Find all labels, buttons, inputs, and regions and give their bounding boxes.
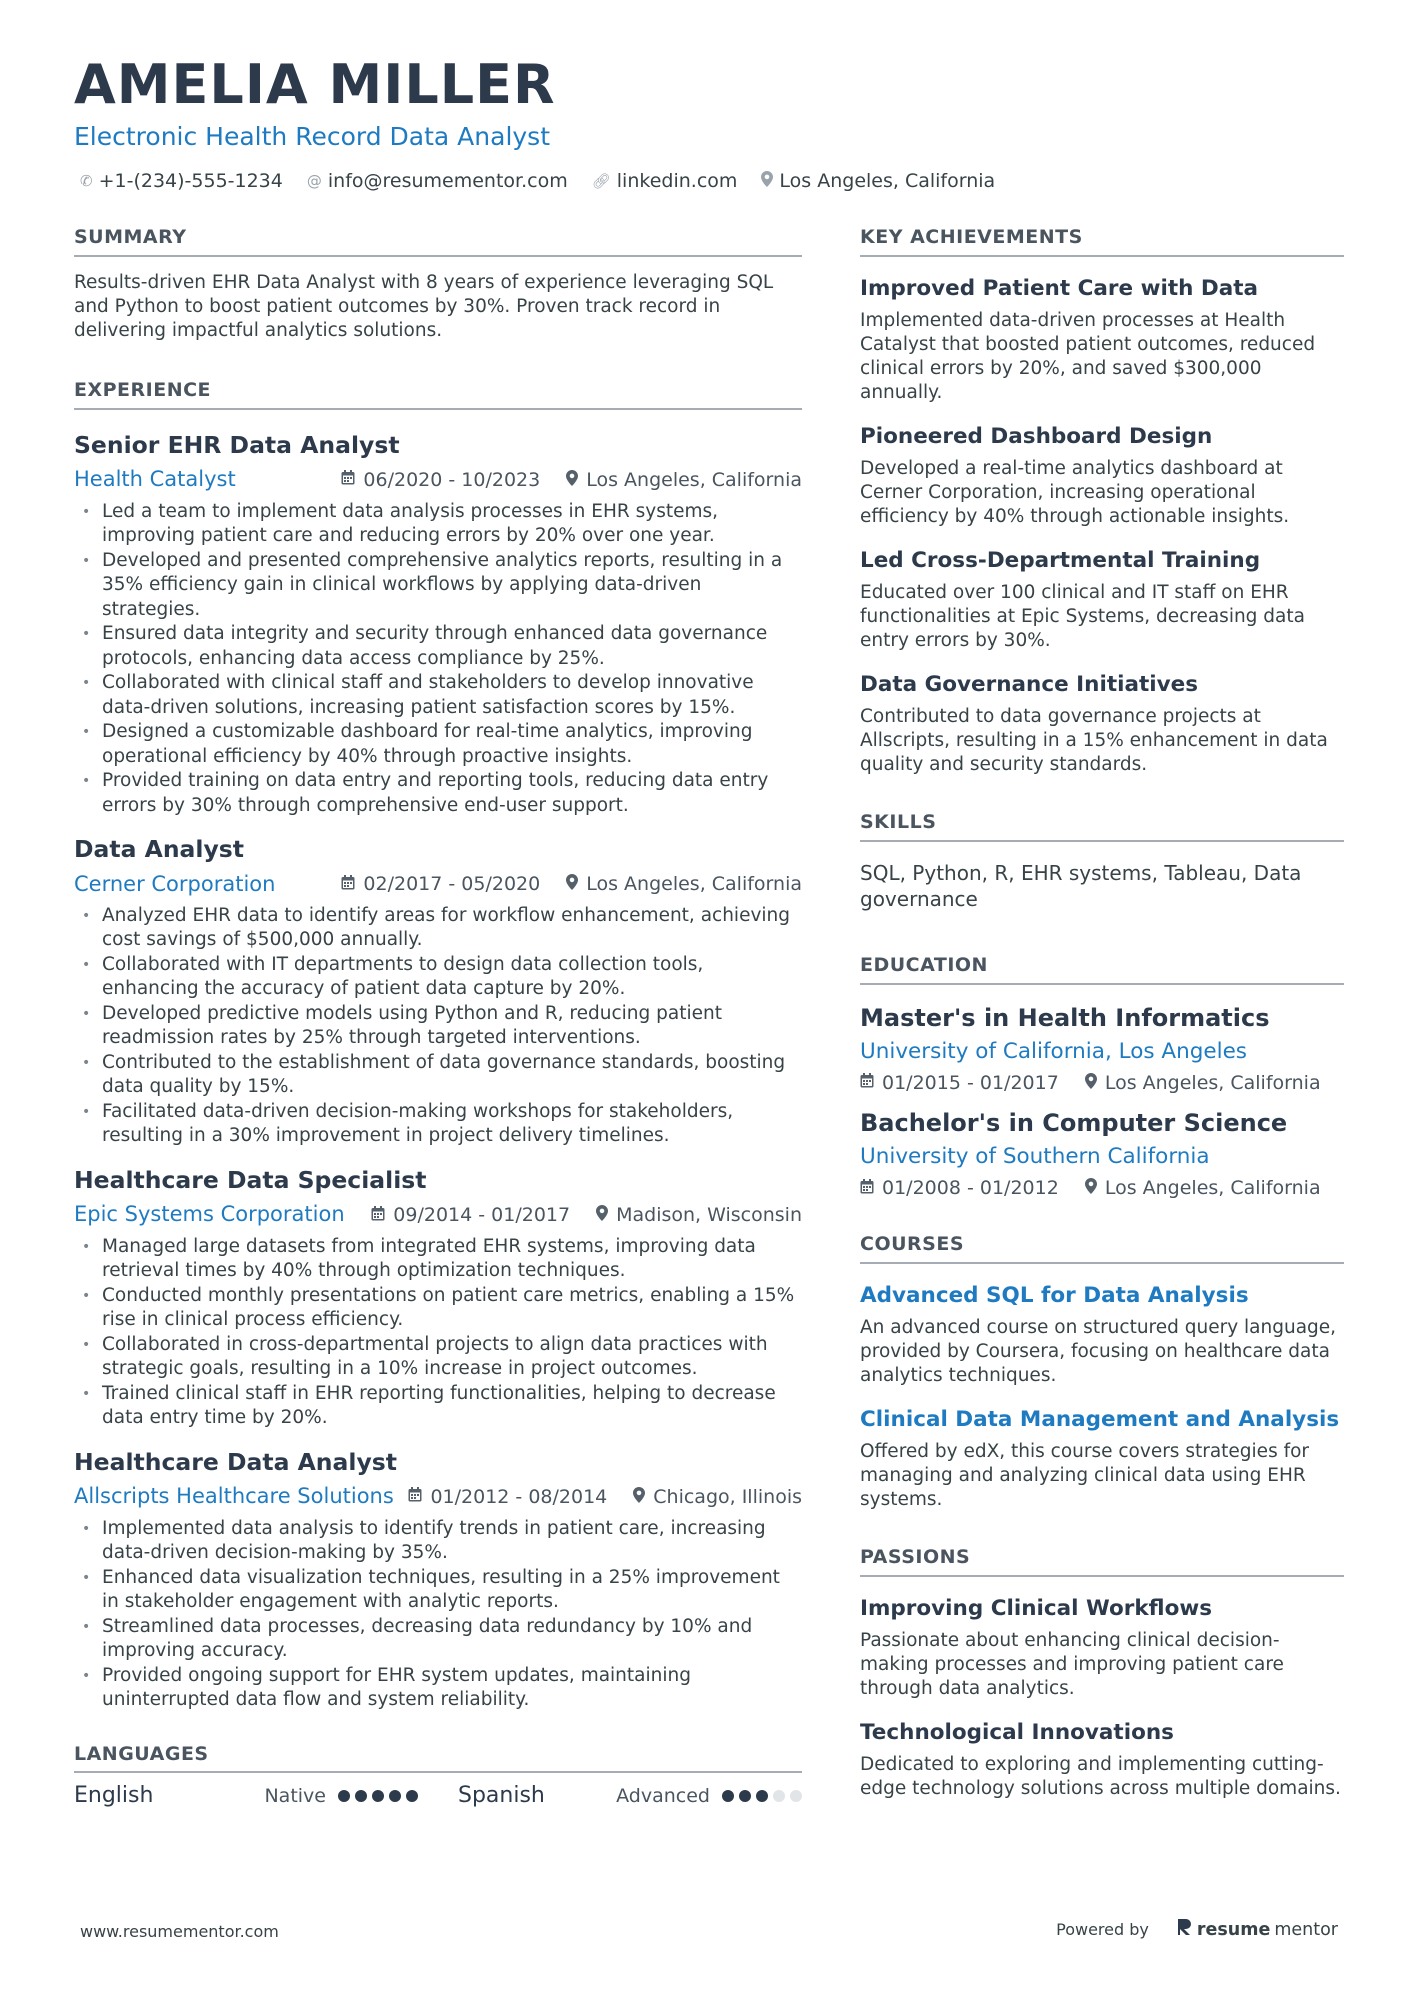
- section-title: SKILLS: [860, 811, 1344, 842]
- bullet-item: • Collaborated with IT departments to design data collection tools, enhancing the accuracy of patient data capture by 20%.: [80, 953, 802, 1002]
- education-location-text: Los Angeles, California: [1104, 1177, 1321, 1199]
- contact-location-text: Los Angeles, California: [779, 170, 996, 192]
- achievement-title: Improved Patient Care with Data: [860, 275, 1259, 301]
- job-location: [566, 873, 802, 895]
- job-location-text: Los Angeles, California: [586, 468, 802, 491]
- course-text: An advanced course on structured query language, provided by Coursera, focusing on healthcare data analytics techniques.: [860, 1316, 1337, 1386]
- summary-section: [74, 226, 802, 343]
- course-text: Offered by edX, this course covers strategies for managing and analyzing clinical data using EHR systems.: [860, 1440, 1310, 1510]
- job-title: Senior EHR Data Analyst: [74, 430, 400, 459]
- job-location: [566, 469, 802, 491]
- education-item: [860, 1003, 1344, 1094]
- job-meta-details: [408, 1486, 802, 1508]
- at-icon: @: [306, 172, 322, 190]
- location-icon: [566, 470, 578, 490]
- contact-linkedin[interactable]: [592, 170, 738, 192]
- job-dates: [341, 873, 540, 895]
- degree-title: Master's in Health Informatics: [860, 1003, 1270, 1032]
- rating-dot-filled: [372, 1790, 384, 1802]
- bullet-item: • Contributed to the establishment of data governance standards, boosting data quality by 15%.: [80, 1051, 802, 1100]
- language-name: Spanish: [458, 1783, 545, 1809]
- contact-bar: [80, 170, 995, 192]
- bullet-item: • Streamlined data processes, decreasing data redundancy by 10% and improving accuracy.: [80, 1615, 802, 1664]
- bullet-item: • Managed large datasets from integrated EHR systems, improving data retrieval times by 40% through optimization techniques.: [80, 1235, 802, 1284]
- calendar-icon: [371, 1206, 385, 1225]
- section-title: KEY ACHIEVEMENTS: [860, 226, 1344, 257]
- calendar-icon: [341, 875, 355, 894]
- education-dates: [860, 1177, 1059, 1199]
- course-item: [860, 1282, 1344, 1388]
- contact-phone-text: +1-(234)-555-1234: [98, 170, 283, 192]
- job-entry: [74, 1447, 802, 1713]
- job-dates-text: 09/2014 - 01/2017: [393, 1204, 571, 1227]
- achievement-item: [860, 671, 1344, 777]
- passions-section: [860, 1546, 1344, 1801]
- education-dates-text: 01/2008 - 01/2012: [882, 1177, 1059, 1199]
- rating-dot-filled: [756, 1790, 768, 1802]
- bullet-item: • Analyzed EHR data to identify areas for workflow enhancement, achieving cost savings of $500,000 annually.: [80, 904, 802, 953]
- footer-website[interactable]: www.resumementor.com: [80, 1922, 279, 1941]
- job-bullets: [74, 500, 802, 819]
- job-headline: Electronic Health Record Data Analyst: [74, 122, 551, 151]
- achievement-item: [860, 547, 1344, 653]
- job-dates: [408, 1486, 607, 1508]
- passion-text: Dedicated to exploring and implementing cutting-edge technology solutions across multiple domains.: [860, 1753, 1341, 1799]
- location-icon: [633, 1487, 645, 1507]
- contact-linkedin-text: linkedin.com: [616, 170, 738, 192]
- education-location: [1085, 1072, 1321, 1094]
- job-meta-details: [341, 873, 802, 895]
- job-meta: [74, 1483, 802, 1510]
- language-rating: [722, 1790, 802, 1802]
- passion-item: [860, 1719, 1344, 1801]
- bullet-item: • Enhanced data visualization techniques, resulting in a 25% improvement in stakeholder engagement with analytic reports.: [80, 1566, 802, 1615]
- degree-title: Bachelor's in Computer Science: [860, 1108, 1288, 1137]
- location-icon: [1085, 1178, 1097, 1198]
- job-location-text: Los Angeles, California: [586, 873, 802, 896]
- brand-bold: resume: [1196, 1919, 1271, 1940]
- school-name: University of California, Los Angeles: [860, 1038, 1248, 1064]
- location-icon: [566, 874, 578, 894]
- job-location-text: Chicago, Illinois: [653, 1485, 802, 1508]
- achievements-section: [860, 226, 1344, 777]
- rating-dot-filled: [338, 1790, 350, 1802]
- language-level: Advanced: [616, 1784, 710, 1807]
- job-entry: [74, 430, 802, 818]
- language-item: [458, 1783, 802, 1808]
- contact-phone[interactable]: [80, 170, 283, 192]
- bullet-item: • Ensured data integrity and security through enhanced data governance protocols, enhancing data access compliance by 25%.: [80, 622, 802, 671]
- calendar-icon: [860, 1179, 874, 1198]
- education-item: [860, 1108, 1344, 1199]
- job-dates: [371, 1204, 570, 1226]
- section-title: PASSIONS: [860, 1546, 1344, 1577]
- rating-dot-filled: [739, 1790, 751, 1802]
- job-bullets: [74, 1235, 802, 1431]
- rating-dot-filled: [722, 1790, 734, 1802]
- section-title: LANGUAGES: [74, 1743, 802, 1774]
- bullet-item: • Trained clinical staff in EHR reporting functionalities, helping to decrease data entry time by 20%.: [80, 1382, 802, 1431]
- job-bullets: [74, 904, 802, 1149]
- link-icon: 🔗︎: [591, 172, 611, 190]
- calendar-icon: [341, 470, 355, 489]
- company-name: Health Catalyst: [74, 467, 236, 492]
- skills-text: SQL, Python, R, EHR systems, Tableau, Data governance: [860, 860, 1302, 911]
- job-entry: [74, 834, 802, 1149]
- job-meta-details: [341, 469, 802, 491]
- passion-title: Improving Clinical Workflows: [860, 1595, 1213, 1621]
- passion-item: [860, 1595, 1344, 1701]
- education-meta: [860, 1072, 1344, 1094]
- bullet-item: • Designed a customizable dashboard for real-time analytics, improving operational efficiency by 40% through proactive insights.: [80, 720, 802, 769]
- contact-location: [761, 170, 995, 192]
- section-title: SUMMARY: [74, 226, 802, 257]
- bullet-item: • Conducted monthly presentations on patient care metrics, enabling a 15% rise in clinical process efficiency.: [80, 1284, 802, 1333]
- language-level: Native: [264, 1784, 326, 1807]
- contact-email-text: info@resumementor.com: [327, 170, 568, 192]
- job-location: [633, 1486, 802, 1508]
- job-dates: [341, 469, 540, 491]
- languages-section: [74, 1743, 802, 1809]
- experience-section: [74, 379, 802, 1713]
- achievement-text: Educated over 100 clinical and IT staff on EHR functionalities at Epic Systems, decreasing data entry errors by 30%.: [860, 581, 1305, 652]
- job-meta: [74, 466, 802, 493]
- achievement-item: [860, 423, 1344, 529]
- achievement-text: Developed a real-time analytics dashboard at Cerner Corporation, increasing operational efficiency by 40% through actionable insights.: [860, 457, 1290, 527]
- job-location: [596, 1204, 802, 1226]
- right-column: [860, 226, 1344, 1801]
- section-title: EDUCATION: [860, 954, 1344, 985]
- passion-text: Passionate about enhancing clinical decision-making processes and improving patient care through data analytics.: [860, 1629, 1284, 1699]
- company-name: Allscripts Healthcare Solutions: [74, 1484, 394, 1509]
- achievement-title: Data Governance Initiatives: [860, 672, 1199, 698]
- passion-title: Technological Innovations: [860, 1719, 1174, 1745]
- section-title: COURSES: [860, 1233, 1344, 1264]
- job-bullets: [74, 1517, 802, 1713]
- section-title: EXPERIENCE: [74, 379, 802, 410]
- courses-section: [860, 1233, 1344, 1512]
- bullet-item: • Provided ongoing support for EHR system updates, maintaining uninterrupted data flow and system reliability.: [80, 1664, 802, 1713]
- job-title: Healthcare Data Specialist: [74, 1165, 427, 1194]
- job-meta: [74, 1201, 802, 1228]
- location-icon: [1085, 1073, 1097, 1093]
- job-meta: [74, 871, 802, 898]
- bullet-item: • Led a team to implement data analysis processes in EHR systems, improving patient care and reducing errors by 20% over one year.: [80, 500, 802, 549]
- rating-dot-empty: [773, 1790, 785, 1802]
- bullet-item: • Collaborated with clinical staff and stakeholders to develop innovative data-driven solutions, increasing patient satisfaction scores by 15%.: [80, 671, 802, 720]
- job-title: Healthcare Data Analyst: [74, 1447, 397, 1476]
- bullet-item: • Collaborated in cross-departmental projects to align data practices with strategic goals, resulting in a 10% increase in project outcomes.: [80, 1333, 802, 1382]
- job-location-text: Madison, Wisconsin: [616, 1204, 802, 1227]
- company-name: Epic Systems Corporation: [74, 1202, 345, 1227]
- company-name: Cerner Corporation: [74, 871, 276, 896]
- brand-rest: mentor: [1274, 1919, 1338, 1940]
- job-meta-details: [371, 1204, 802, 1226]
- education-section: [860, 954, 1344, 1199]
- education-meta: [860, 1177, 1344, 1199]
- bullet-item: • Implemented data analysis to identify trends in patient care, increasing data-driven decision-making by 35%.: [80, 1517, 802, 1566]
- language-item: [74, 1783, 418, 1808]
- resumementor-logo-icon: [1177, 1918, 1193, 1941]
- education-location: [1085, 1177, 1321, 1199]
- skills-section: [860, 811, 1344, 912]
- job-dates-text: 02/2017 - 05/2020: [363, 873, 541, 896]
- location-icon: [596, 1205, 608, 1225]
- achievement-item: [860, 275, 1344, 405]
- achievement-title: Led Cross-Departmental Training: [860, 548, 1261, 573]
- candidate-name: AMELIA MILLER: [74, 53, 556, 116]
- rating-dot-empty: [790, 1790, 802, 1802]
- contact-email[interactable]: [307, 170, 568, 192]
- calendar-icon: [408, 1487, 422, 1506]
- achievement-text: Contributed to data governance projects at Allscripts, resulting in a 15% enhancement in data quality and security standards.: [860, 706, 1328, 776]
- achievement-title: Pioneered Dashboard Design: [860, 423, 1213, 449]
- languages-row: [74, 1783, 802, 1808]
- course-title: Advanced SQL for Data Analysis: [860, 1282, 1249, 1308]
- education-location-text: Los Angeles, California: [1104, 1071, 1321, 1094]
- phone-icon: ✆: [80, 172, 93, 190]
- education-dates: [860, 1072, 1059, 1094]
- footer-branding: [1056, 1918, 1338, 1941]
- school-name: University of Southern California: [860, 1144, 1210, 1170]
- resumementor-logo[interactable]: [1177, 1918, 1338, 1941]
- summary-text: Results-driven EHR Data Analyst with 8 years of experience leveraging SQL and Python to boost patient outcomes by 30%. Proven track record in delivering impactful analytics solutions.: [74, 271, 774, 341]
- course-title: Clinical Data Management and Analysis: [860, 1406, 1340, 1432]
- achievement-text: Implemented data-driven processes at Health Catalyst that boosted patient outcomes, reduced clinical errors by 20%, and saved $300,000 annually.: [860, 309, 1316, 403]
- rating-dot-filled: [355, 1790, 367, 1802]
- location-icon: [761, 171, 773, 191]
- rating-dot-filled: [406, 1790, 418, 1802]
- calendar-icon: [860, 1073, 874, 1092]
- job-entry: [74, 1165, 802, 1431]
- language-rating: [338, 1790, 418, 1802]
- bullet-item: • Developed and presented comprehensive analytics reports, resulting in a 35% efficiency gain in clinical workflows by applying data-driven strategies.: [80, 549, 802, 623]
- language-name: English: [74, 1783, 154, 1809]
- job-title: Data Analyst: [74, 835, 245, 864]
- left-column: [74, 226, 802, 1808]
- powered-by-label: Powered by: [1056, 1920, 1149, 1939]
- job-dates-text: 06/2020 - 10/2023: [363, 468, 541, 491]
- rating-dot-filled: [389, 1790, 401, 1802]
- bullet-item: • Developed predictive models using Python and R, reducing patient readmission rates by 25% through targeted interventions.: [80, 1002, 802, 1051]
- course-item: [860, 1406, 1344, 1512]
- job-dates-text: 01/2012 - 08/2014: [430, 1485, 608, 1508]
- education-dates-text: 01/2015 - 01/2017: [882, 1071, 1059, 1094]
- bullet-item: • Facilitated data-driven decision-making workshops for stakeholders, resulting in a 30% improvement in project delivery timelines.: [80, 1100, 802, 1149]
- bullet-item: • Provided training on data entry and reporting tools, reducing data entry errors by 30% through comprehensive end-user support.: [80, 769, 802, 818]
